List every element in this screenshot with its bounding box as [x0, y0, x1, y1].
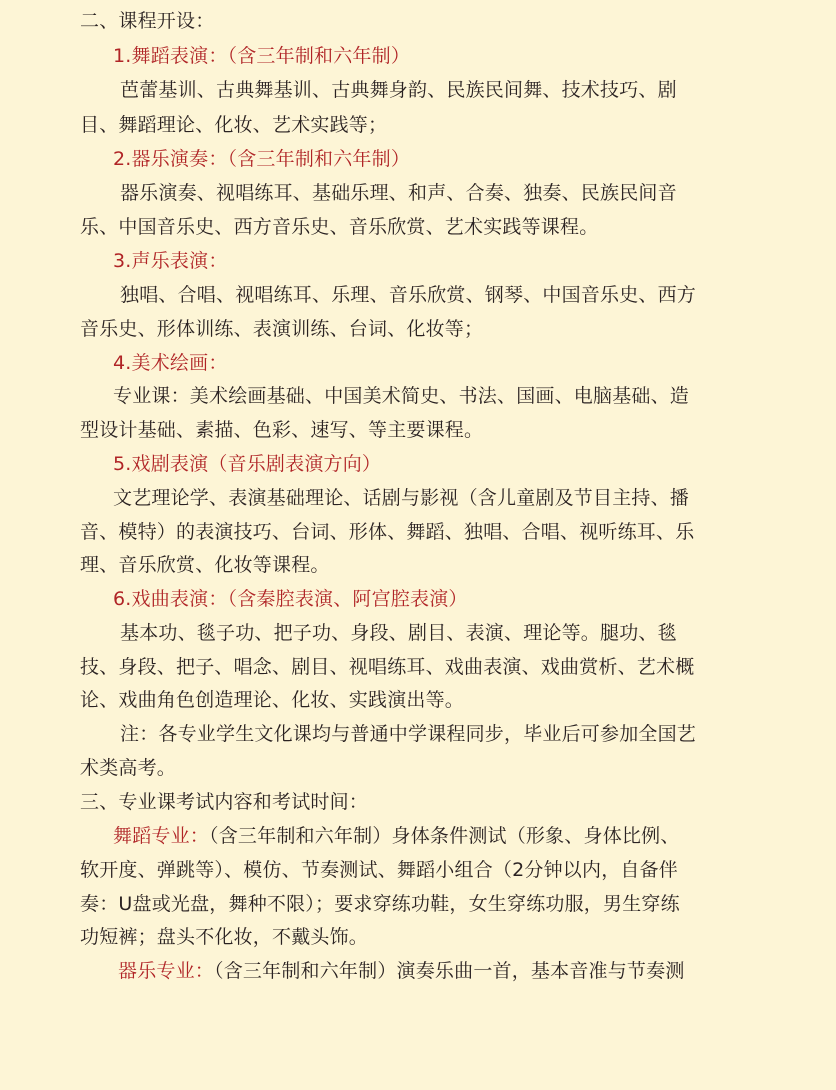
course-desc-line: 音、模特）的表演技巧、台词、形体、舞蹈、独唱、合唱、视听练耳、乐: [80, 521, 695, 543]
exam-music-text: （含三年制和六年制）演奏乐曲一首，基本音准与节奏测: [214, 960, 685, 982]
exam-dance-label: 舞蹈专业：: [113, 825, 210, 847]
course-title-fine-arts: 4.美术绘画：: [113, 352, 228, 374]
note-line: 术类高考。: [80, 757, 177, 779]
section-heading-exams: 三、专业课考试内容和考试时间：: [80, 791, 369, 813]
course-desc-line: 文艺理论学、表演基础理论、话剧与影视（含儿童剧及节目主持、播: [113, 487, 690, 509]
course-title-dance: 1.舞蹈表演：（含三年制和六年制）: [113, 45, 411, 67]
note-line: 注：各专业学生文化课均与普通中学课程同步，毕业后可参加全国艺: [120, 723, 697, 745]
course-desc-line: 基本功、毯子功、把子功、身段、剧目、表演、理论等。腿功、毯: [120, 622, 677, 644]
course-desc-line: 独唱、合唱、视唱练耳、乐理、音乐欣赏、钢琴、中国音乐史、西方: [120, 284, 697, 306]
course-desc-line: 芭蕾基训、古典舞基训、古典舞身韵、民族民间舞、技术技巧、剧: [120, 79, 677, 101]
course-title-opera: 6.戏曲表演：（含秦腔表演、阿宫腔表演）: [113, 588, 468, 610]
course-desc-line: 理、音乐欣赏、化妆等课程。: [80, 554, 330, 576]
course-desc-line: 技、身段、把子、唱念、剧目、视唱练耳、戏曲表演、戏曲赏析、艺术概: [80, 656, 695, 678]
exam-desc-line: 功短裤；盘头不化妆，不戴头饰。: [80, 926, 369, 948]
section-heading-courses: 二、课程开设：: [80, 10, 215, 32]
course-desc-line: 型设计基础、素描、色彩、速写、等主要课程。: [80, 419, 484, 441]
exam-desc-line: 奏：U盘或光盘，舞种不限）；要求穿练功鞋，女生穿练功服，男生穿练: [80, 893, 680, 915]
exam-music-line: [118, 959, 685, 983]
course-title-vocal: 3.声乐表演：: [113, 250, 228, 272]
exam-dance-line: [113, 824, 680, 848]
course-desc-line: 论、戏曲角色创造理论、化妆、实践演出等。: [80, 689, 465, 711]
exam-dance-text: （含三年制和六年制）身体条件测试（形象、身体比例、: [209, 825, 680, 847]
course-title-instrumental: 2.器乐演奏：（含三年制和六年制）: [113, 148, 411, 170]
exam-desc-line: 软开度、弹跳等）、模仿、节奏测试、舞蹈小组合（2分钟以内，自备伴: [80, 859, 678, 881]
course-title-drama: 5.戏剧表演（音乐剧表演方向）: [113, 453, 382, 475]
course-desc-line: 专业课：美术绘画基础、中国美术简史、书法、国画、电脑基础、造: [113, 385, 690, 407]
course-desc-line: 器乐演奏、视唱练耳、基础乐理、和声、合奏、独奏、民族民间音: [120, 182, 677, 204]
course-desc-line: 目、舞蹈理论、化妆、艺术实践等；: [80, 114, 388, 136]
course-desc-line: 音乐史、形体训练、表演训练、台词、化妆等；: [80, 318, 484, 340]
course-desc-line: 乐、中国音乐史、西方音乐史、音乐欣赏、艺术实践等课程。: [80, 216, 599, 238]
exam-music-label: 器乐专业：: [118, 960, 215, 982]
